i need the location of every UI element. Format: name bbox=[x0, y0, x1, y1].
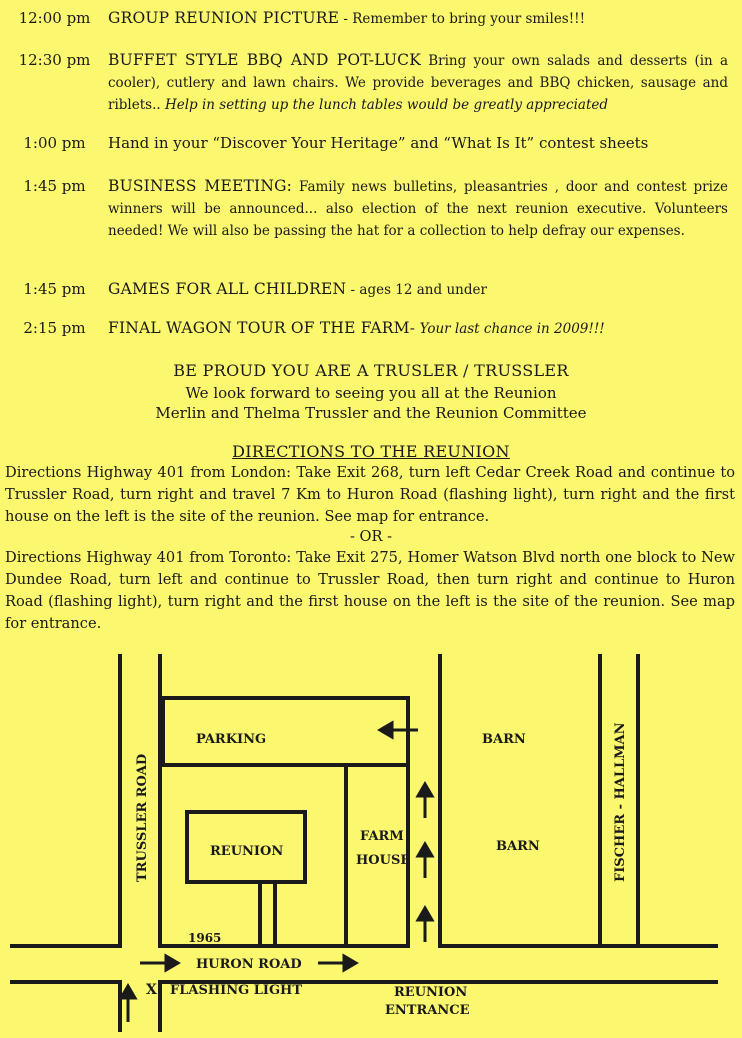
arrow-up-icon bbox=[418, 784, 432, 818]
schedule-desc bbox=[108, 279, 728, 301]
entrance-label-1: REUNION bbox=[394, 985, 468, 1000]
fischer-hallman-label: FISCHER - HALLMAN bbox=[613, 722, 628, 882]
schedule-time: 2:15 pm bbox=[23, 319, 86, 337]
entrance-label-2: ENTRANCE bbox=[385, 1003, 470, 1018]
schedule-title: BUFFET STYLE BBQ AND POT-LUCK bbox=[108, 51, 421, 69]
directions-toronto: Directions Highway 401 from Toronto: Take Exit 275, Homer Watson Blvd north one block to New Dundee Road, turn left and continue to Trussler Road, then turn right and continue to Huron Road (flashing light), turn right and the first house on the left is the site of the reunion. See map for entrance. bbox=[5, 549, 735, 632]
barn-bottom-label: BARN bbox=[496, 839, 540, 854]
house-label: HOUSE bbox=[356, 853, 411, 868]
schedule-title: GROUP REUNION PICTURE bbox=[108, 9, 340, 27]
closing-line-1: We look forward to seeing you all at the Reunion bbox=[185, 384, 557, 402]
schedule-time: 12:30 pm bbox=[18, 51, 91, 69]
arrow-up-icon bbox=[418, 908, 432, 942]
directions-or: - OR - bbox=[349, 528, 393, 545]
closing-proud: BE PROUD YOU ARE A TRUSLER / TRUSSLER bbox=[173, 361, 569, 380]
schedule-desc bbox=[108, 176, 728, 242]
schedule-time: 1:45 pm bbox=[23, 177, 86, 195]
closing-line-2: Merlin and Thelma Trussler and the Reunion Committee bbox=[155, 404, 587, 422]
trussler-road-label: TRUSSLER ROAD bbox=[135, 753, 150, 882]
schedule-time: 1:00 pm bbox=[23, 134, 86, 152]
farm-label: FARM bbox=[360, 829, 404, 844]
schedule-title: FINAL WAGON TOUR OF THE FARM bbox=[108, 319, 410, 337]
schedule-title: GAMES FOR ALL CHILDREN bbox=[108, 280, 347, 298]
schedule-desc bbox=[108, 8, 728, 30]
arrow-right-icon bbox=[318, 956, 356, 970]
arrow-up-icon bbox=[121, 986, 135, 1022]
schedule-text: Bring your own salads and desserts (in a cooler), cutlery and lawn chairs. We provide beverages and BBQ chicken, sausage and riblets.. bbox=[108, 53, 728, 113]
schedule-desc bbox=[108, 50, 728, 116]
flashing-light-x-icon: X bbox=[146, 982, 157, 998]
arrow-up-icon bbox=[418, 844, 432, 878]
schedule-text: - bbox=[409, 319, 420, 337]
directions-heading: DIRECTIONS TO THE REUNION bbox=[232, 442, 510, 461]
address-number: 1965 bbox=[188, 931, 222, 945]
directions-london: Directions Highway 401 from London: Take Exit 268, turn left Cedar Creek Road and continue to Trussler Road, turn right and travel 7 Km to Huron Road (flashing light), turn right and the first house on the left is the site of the reunion. See map for entrance. bbox=[5, 464, 735, 525]
schedule-time: 12:00 pm bbox=[18, 9, 91, 27]
map-arrows bbox=[121, 723, 432, 1022]
schedule-title: BUSINESS MEETING: bbox=[108, 177, 293, 195]
barn-top-label: BARN bbox=[482, 732, 526, 747]
arrow-right-icon bbox=[140, 956, 178, 970]
schedule-desc bbox=[108, 318, 728, 340]
schedule-text: Hand in your “Discover Your Heritage” and “What Is It” contest sheets bbox=[108, 134, 649, 152]
parking-label: PARKING bbox=[196, 732, 267, 747]
arrow-left-icon bbox=[380, 723, 418, 737]
schedule-note: Your last chance in 2009!!! bbox=[419, 321, 605, 337]
flashing-light-label: FLASHING LIGHT bbox=[170, 983, 302, 998]
schedule-text: - ages 12 and under bbox=[346, 282, 487, 298]
schedule-note: Help in setting up the lunch tables would be greatly appreciated bbox=[164, 97, 609, 113]
schedule-text: Family news bulletins, pleasantries , door and contest prize winners will be announced... also election of the next reunion executive. Volunteers needed! We will also be passing the hat for a collection to help defray our expenses. bbox=[108, 179, 728, 239]
schedule-desc bbox=[108, 133, 728, 154]
reunion-map bbox=[0, 650, 742, 1038]
reunion-label: REUNION bbox=[210, 844, 284, 859]
schedule-time: 1:45 pm bbox=[23, 280, 86, 298]
schedule-text: - Remember to bring your smiles!!! bbox=[339, 11, 586, 27]
huron-road-label: HURON ROAD bbox=[196, 957, 302, 972]
